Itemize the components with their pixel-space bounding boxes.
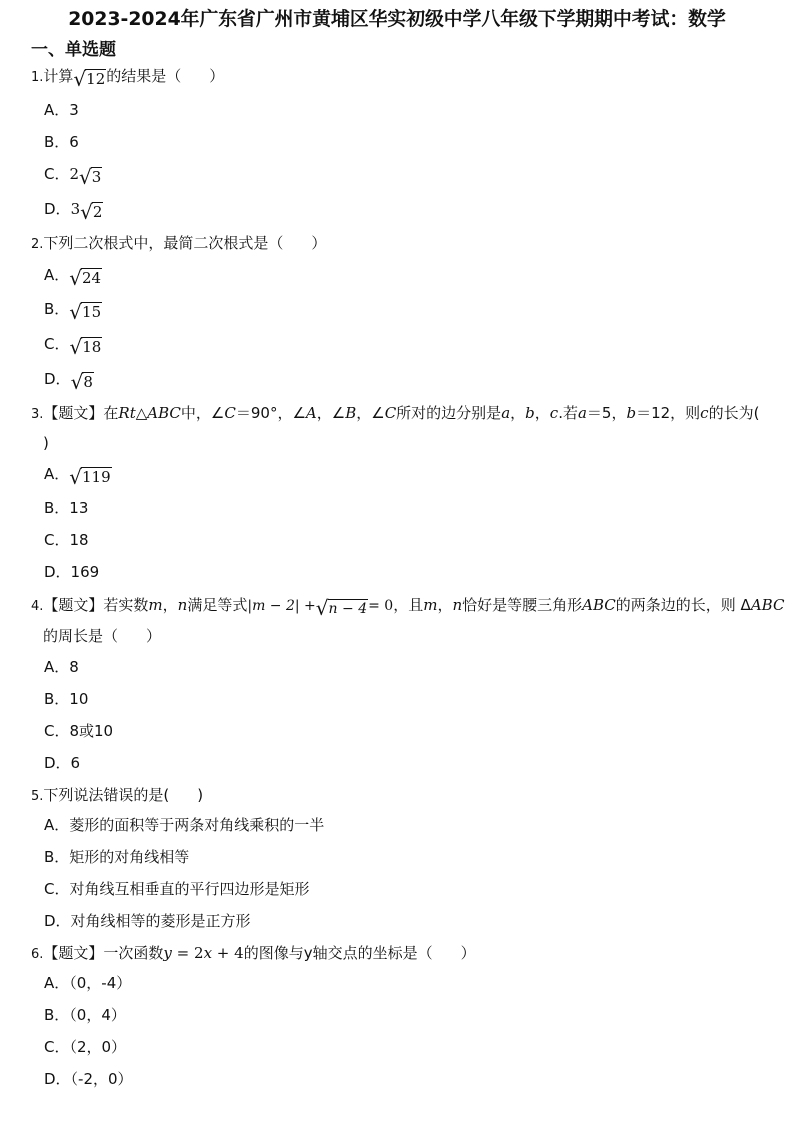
question-text: 【题文】一次函数 (43, 944, 164, 962)
question-text: 的长为( (708, 404, 760, 422)
question-text: ＝5， (586, 404, 627, 422)
page-title: 2023-2024年广东省广州市黄埔区华实初级中学八年级下学期期中考试：数学 (68, 9, 726, 30)
coefficient: 2 (69, 165, 80, 183)
math-var: n (177, 596, 188, 614)
question-text: 的图像与y轴交点的坐标是（ (243, 944, 433, 962)
question-number: 2. (31, 237, 44, 252)
option-c[interactable]: C．18 (44, 531, 89, 549)
option-label: A． (44, 465, 70, 483)
sqrt-expression: √3 (79, 165, 102, 189)
option-label: D． (44, 200, 71, 218)
math-var: a (501, 404, 511, 422)
math-var: B (345, 404, 357, 422)
option-b[interactable]: B．（0，4） (44, 1006, 126, 1024)
option-label: C． (44, 165, 70, 183)
sqrt-expression: √18 (69, 335, 102, 359)
option-d[interactable]: D．对角线相等的菱形是正方形 (44, 912, 251, 930)
question-text: ，且 (393, 596, 424, 614)
question-number: 3. (31, 407, 44, 422)
question-text: 的结果是（ (106, 67, 182, 85)
math-expression: + 4 (212, 944, 244, 962)
radicand: 3 (91, 168, 102, 186)
question-text: ， (437, 596, 453, 614)
question-text: 恰好是等腰三角形 (462, 596, 583, 614)
question-text: 满足等式 (187, 596, 248, 614)
option-a[interactable]: A．（0，-4） (44, 974, 132, 992)
radicand: 15 (82, 303, 102, 321)
question-text: ， (162, 596, 178, 614)
math-var: n (452, 596, 463, 614)
question-number: 6. (31, 947, 44, 962)
option-c[interactable] (44, 334, 102, 357)
question-3 (31, 403, 759, 425)
triangle-symbol: △ (135, 404, 148, 422)
question-text: ， (534, 404, 550, 422)
question-close: ） (146, 627, 162, 645)
option-a[interactable] (44, 265, 102, 288)
option-d[interactable]: D．6 (44, 754, 81, 772)
question-text: 【题文】在 (43, 404, 119, 422)
question-number: 5. (31, 789, 44, 804)
option-a[interactable] (44, 464, 112, 487)
question-close: ） (460, 944, 476, 962)
sqrt-expression: √2 (80, 200, 103, 224)
sqrt-expression: √12 (73, 67, 106, 91)
math-var: ABC (147, 404, 181, 422)
sqrt-expression: √15 (69, 300, 102, 324)
option-d[interactable] (44, 199, 103, 222)
question-close: ） (209, 67, 225, 85)
option-label: D． (44, 370, 71, 388)
math-var: A (305, 404, 317, 422)
question-2 (31, 233, 326, 255)
math-var: x (203, 944, 213, 962)
math-var: m (423, 596, 438, 614)
math-var: b (525, 404, 535, 422)
question-4-continued (43, 626, 161, 646)
option-b[interactable]: B．矩形的对角线相等 (44, 848, 190, 866)
question-text: 计算 (43, 67, 74, 85)
math-var: ABC (750, 596, 785, 614)
option-b[interactable]: B．13 (44, 499, 89, 517)
math-var: C (224, 404, 236, 422)
option-c[interactable]: C．（2，0） (44, 1038, 127, 1056)
option-c[interactable]: C．对角线互相垂直的平行四边形是矩形 (44, 880, 310, 898)
question-1 (31, 66, 224, 89)
math-var: c (549, 404, 559, 422)
math-var: y (163, 944, 172, 962)
question-text: ， (510, 404, 526, 422)
question-text: 【题文】若实数 (43, 596, 149, 614)
question-number: 4. (31, 599, 44, 614)
option-b[interactable]: B．10 (44, 690, 89, 708)
math-var: a (577, 404, 587, 422)
sqrt-expression: √n − 4 (315, 596, 368, 620)
question-text: ，∠ (356, 404, 385, 422)
math-expression: = 2 (171, 944, 204, 962)
option-a[interactable]: A．菱形的面积等于两条对角线乘积的一半 (44, 816, 325, 834)
sqrt-expression: √24 (69, 266, 102, 290)
sqrt-expression: √8 (70, 370, 93, 394)
option-label: C． (44, 335, 70, 353)
coefficient: 3 (70, 200, 81, 218)
question-text: ＝90°，∠ (235, 404, 306, 422)
radicand: 2 (92, 203, 103, 221)
question-text: .若 (558, 404, 578, 422)
question-close: ) (197, 786, 204, 804)
option-label: B． (44, 300, 70, 318)
sqrt-expression: √119 (69, 465, 111, 489)
question-close: ） (311, 234, 327, 252)
question-number: 1. (31, 70, 44, 85)
radicand: 119 (82, 468, 111, 486)
section-heading: 一、单选题 (31, 40, 116, 60)
question-text: 所对的边分别是 (396, 404, 502, 422)
question-text: 的周长是（ (43, 627, 119, 645)
radicand: 8 (83, 373, 93, 391)
question-text: 下列二次根式中，最简二次根式是（ (43, 234, 284, 252)
question-text: 的两条边的长，则 Δ (615, 596, 751, 614)
radicand: 24 (82, 269, 102, 287)
math-var: c (700, 404, 709, 422)
radicand: n − 4 (328, 601, 368, 617)
radicand: 12 (86, 70, 106, 88)
option-d[interactable] (44, 369, 94, 392)
question-5 (31, 785, 203, 807)
question-text: ，∠ (316, 404, 346, 422)
option-d[interactable]: D．169 (44, 563, 100, 581)
math-var: ABC (582, 596, 616, 614)
option-b[interactable] (44, 299, 102, 322)
question-3-continued: ) (43, 434, 49, 452)
question-4 (31, 595, 784, 618)
math-var: b (626, 404, 637, 422)
question-text: 中，∠ (180, 404, 225, 422)
math-var: Rt (118, 404, 136, 422)
absolute-value-expression: |m − 2| + (247, 598, 316, 614)
option-label: A． (44, 266, 70, 284)
math-var: m (148, 596, 163, 614)
equation-rhs: = 0 (368, 598, 394, 614)
option-d[interactable]: D．（-2，0） (44, 1070, 133, 1088)
radicand: 18 (82, 338, 102, 356)
question-6 (31, 943, 476, 965)
option-c[interactable]: C．8或10 (44, 722, 114, 740)
option-a[interactable]: A．8 (44, 658, 79, 676)
question-text: 下列说法错误的是( (43, 786, 170, 804)
option-b[interactable]: B．6 (44, 133, 79, 151)
math-var: C (384, 404, 397, 422)
option-a[interactable]: A．3 (44, 101, 79, 119)
question-text: ＝12，则 (636, 404, 701, 422)
option-c[interactable] (44, 164, 102, 187)
